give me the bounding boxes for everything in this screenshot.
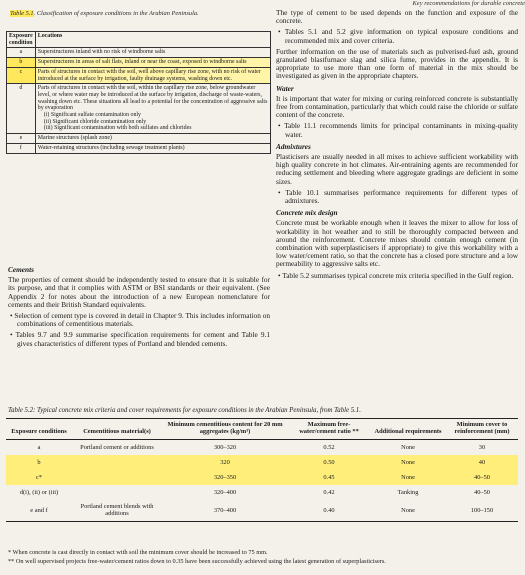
bullet-text: Table 11.1 recommends limits for principal contaminants in mixing-quality water.: [284, 121, 519, 139]
caption-highlight: Table 5.1: [10, 10, 34, 17]
table-row: [7, 143, 271, 153]
t51-text-d: [35, 84, 270, 134]
t52-header: Exposure conditions: [6, 419, 72, 440]
t51-header-condition: Exposure condition: [7, 32, 36, 48]
t52-cell: 40–50: [474, 488, 490, 496]
t52-cell: 320–400: [213, 488, 237, 496]
t52-cell: 0.42: [323, 488, 335, 496]
table-row: [7, 48, 271, 58]
footnote-2: ** On well supervised projects free-water/cement ratios down to 0.35 have been successfully achieved using the latest generation of superplasticisers.: [8, 558, 386, 565]
t52-cell: b: [6, 455, 72, 470]
bullet-text: Selection of cement type is covered in detail in Chapter 9. This includes information on combinations of cementitious materials.: [14, 311, 270, 329]
admixtures-paragraph: Plasticisers are usually needed in all mixes to achieve sufficient workability with high quality concrete in hot climates. Air-entraining agents are recommended for reducing settlement and bleeding where aggregate gradings are deficient in some sizes.: [276, 152, 518, 186]
t52-cell: [72, 470, 162, 485]
table-row: [6, 439, 518, 455]
t51-code: c: [7, 67, 36, 83]
right-column: [276, 9, 518, 283]
caption-text: . Classification of exposure conditions in the Arabian Peninsula.: [33, 10, 199, 17]
t52-cell: [72, 485, 162, 500]
t51-text: Water-retaining structures (including sewage treatment plants): [35, 143, 270, 153]
t52-cell: a: [37, 443, 41, 451]
t51-code: d: [7, 84, 36, 134]
mix-design-heading: Concrete mix design: [276, 208, 338, 218]
table-row: [7, 58, 271, 68]
t51-text: Marine structures (splash zone): [35, 134, 270, 144]
t52-cell: 370–400: [162, 500, 288, 521]
table-row: [7, 84, 271, 134]
mix-design-paragraph: Concrete must be workable enough when it leaves the mixer to allow for loss of workability in hot weather and to still be thoroughly compacted between and around the reinforcement. Concrete mixes should contain enough cement (in combination with superplasticisers if appropriate) to give this workability with a low water/cement ratio, so that the concrete has a closed pore structure and a low permeability to aggressive salts etc.: [276, 218, 518, 269]
table-row: [6, 485, 518, 500]
t51-code: f: [7, 143, 36, 153]
t52-cell: [72, 455, 162, 470]
cements-bullet: • Tables 9.7 and 9.9 summarise specification requirements for cement and Table 9.1 gives characteristics of different types of Portland and blended cements.: [10, 330, 270, 348]
t51-text: Parts of structures in contact with the soil, within the capillary rise zone, below groundwater level, or where water may be introduced at the surface by irrigation, discharge of waste-waters, washing down etc. These situations all lead to a potential for the concentration of aggressive salts by evaporation: [37, 85, 268, 112]
footnote-1: * When concrete is cast directly in contact with soil the minimum cover should be increased to 75 mm.: [8, 549, 268, 556]
t51-code: a: [7, 48, 36, 58]
water-bullet: • Table 11.1 recommends limits for principal contaminants in mixing-quality water.: [278, 121, 519, 139]
table-row: [7, 134, 271, 144]
t51-text: Parts of structures in contact with the soil, well above capillary rise zone, with no risk of water introduced at the surface by irrigation, faulty drainage systems, washing down etc.: [35, 67, 270, 83]
t52-cell: None: [370, 500, 446, 521]
materials-paragraph: Further information on the use of materials such as pulverised-fuel ash, ground granulated blastfurnace slag and silica fume, provides in the appendix. It is appropriate to use more than one form of material in the mix should be investigated as given in the appropriate chapters.: [276, 46, 518, 81]
t52-cell: 40: [446, 455, 518, 470]
t51-sub: (ii) Significant chloride contamination only: [43, 118, 147, 125]
t52-cell: c*: [6, 470, 72, 485]
running-head: Key recommendations for durable concrete: [412, 0, 525, 7]
t52-cell: 300–320: [213, 443, 237, 451]
table-5-1-caption: [10, 10, 270, 17]
cements-paragraph: The properties of cement should be independently tested to ensure that it is suitable for its purpose, and that it complies with ASTM or BSI standards or their equivalent. (See Appendix 2 for notes about the introduction of a new European nomenclature for cements and their British Standard equivalents.: [8, 275, 270, 309]
cement-type-paragraph: The type of cement to be used depends on the function and exposure of the concrete.: [276, 8, 518, 26]
t52-header: Minimum cementitious content for 20 mm aggregates (kg/m³): [162, 419, 288, 440]
t52-cell: None: [370, 455, 446, 470]
t52-cell: 0.50: [288, 455, 370, 470]
t51-sub: (iii) Significant contamination with both sulfates and chlorides: [43, 125, 192, 132]
t52-cell: None: [370, 470, 446, 485]
t52-header: Additional requirements: [370, 419, 446, 440]
t52-header: Cementitious material(s): [72, 419, 162, 440]
t52-header: Maximum free-water/cement ratio **: [288, 419, 370, 440]
t52-cell: 320: [162, 455, 288, 470]
water-paragraph: It is important that water for mixing or curing reinforced concrete is substantially free from contamination, particularly that which could raise the chloride or sulfate content of the concrete.: [276, 93, 518, 120]
t52-header: Minimum cover to reinforcement (mm): [446, 419, 518, 440]
t51-code: e: [7, 134, 36, 144]
table-row: [6, 470, 518, 485]
admixtures-bullet: • Table 10.1 summarises performance requirements for different types of admixtures.: [278, 187, 519, 206]
t52-cell: Portland cement blends with additions: [72, 500, 162, 521]
t52-cell: e and f: [6, 500, 72, 521]
t52-cell: 30: [478, 443, 486, 451]
cements-bullet: • Selection of cement type is covered in detail in Chapter 9. This includes information on combinations of cementitious materials.: [10, 311, 270, 329]
t51-text: Superstructures in areas of salt flats, inland or near the coast, exposed to windborne salts: [35, 58, 270, 68]
table-5-1: [6, 31, 271, 154]
tables-bullet: • Tables 5.1 and 5.2 give information on typical exposure conditions and recommended mix and cover criteria.: [278, 27, 519, 45]
bullet-text: Tables 9.7 and 9.9 summarise specification requirements for cement and Table 9.1 gives characteristics of different types of Portland and blended cements.: [15, 330, 270, 348]
t52-cell: 40–50: [446, 470, 518, 485]
t51-text: Superstructures inland with no risk of windborne salts: [35, 48, 270, 58]
table-5-2: [6, 418, 518, 522]
cements-heading: Cements: [8, 265, 34, 274]
water-heading: Water: [276, 83, 294, 93]
table-row: [6, 500, 518, 521]
left-column: [8, 262, 270, 351]
t52-cell: 0.40: [288, 500, 370, 521]
t51-sub: (i) Significant sulfate contamination only: [43, 112, 141, 119]
bullet-text: Tables 5.1 and 5.2 give information on typical exposure conditions and recommended mix and cover criteria.: [284, 27, 519, 45]
admixtures-heading: Admixtures: [276, 141, 311, 151]
t51-code: b: [7, 58, 36, 68]
bullet-text: Table 10.1 summarises performance requirements for different types of admixtures.: [285, 187, 519, 206]
mix-design-bullet: • Table 5.2 summarises typical concrete mix criteria specified in the Gulf region.: [278, 270, 514, 280]
t52-cell: 320–350: [162, 470, 288, 485]
bullet-text: Table 5.2 summarises typical concrete mix criteria specified in the Gulf region.: [282, 270, 514, 280]
table-row: [6, 455, 518, 470]
t52-cell: 0.52: [323, 443, 335, 451]
t52-cell: 0.45: [288, 470, 370, 485]
table-row: [7, 67, 271, 83]
t52-cell: d(i), (ii) or (iii): [19, 488, 59, 496]
t52-cell: Portland cement or additions: [80, 443, 154, 451]
t51-header-locations: Locations: [35, 32, 270, 48]
table-5-2-caption: Table 5.2: Typical concrete mix criteria and cover requirements for exposure conditions in the Arabian Peninsula, from Table 5.1.: [8, 407, 361, 414]
t52-cell: 100–150: [446, 500, 518, 521]
t52-cell: None: [401, 443, 415, 451]
t52-cell: Tanking: [397, 488, 419, 496]
